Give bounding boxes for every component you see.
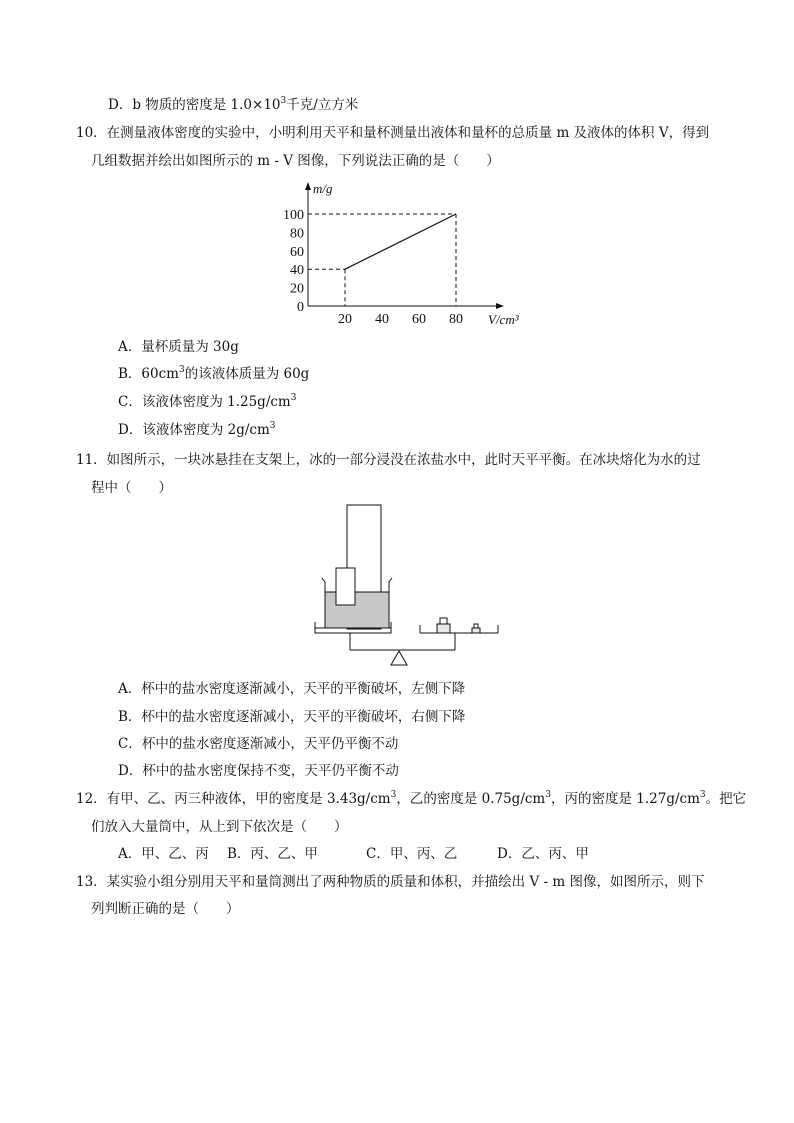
ice-block bbox=[336, 568, 355, 605]
q10-stem-line2: 几组数据并绘出如图所示的 m - V 图像，下列说法正确的是（ ） bbox=[91, 153, 500, 169]
q10-option-a: A．量杯质量为 30g bbox=[118, 339, 239, 355]
q12-option-d: D．乙、丙、甲 bbox=[497, 846, 589, 862]
dashed-guides bbox=[308, 214, 456, 306]
q13-stem-line2: 列判断正确的是（ ） bbox=[91, 901, 240, 917]
q11-stem-line1: 11．如图所示，一块冰悬挂在支架上，冰的一部分浸没在浓盐水中，此时天平平衡。在冰块熔化为水的过 bbox=[76, 452, 701, 468]
weight-large bbox=[437, 618, 450, 633]
q12-stem-line2: 们放入大量筒中，从上到下依次是（ ） bbox=[91, 819, 348, 835]
q10-option-c: C．该液体密度为 $1.25g/cm^3$ bbox=[118, 393, 297, 410]
q10-option-b: B．$60cm^3$的该液体质量为 60g bbox=[118, 365, 310, 382]
q11-option-d: D．杯中的盐水密度保持不变，天平仍平衡不动 bbox=[118, 763, 399, 779]
weight-small bbox=[472, 624, 480, 633]
salt-water bbox=[325, 592, 389, 628]
y-tick-label: 0 bbox=[297, 300, 304, 315]
q12-option-c: C．甲、丙、乙 bbox=[366, 846, 458, 862]
y-tick-label: 80 bbox=[290, 226, 304, 242]
q12-stem-line1: 12．有甲、乙、丙三种液体，甲的密度是 $3.43g/cm^3$，乙的密度是 $0.75g/cm^3$，丙的密度是 $1.27g/cm^3$。把它 bbox=[76, 790, 747, 807]
y-axis-label: m/g bbox=[313, 181, 333, 196]
prev-option-d: D．b 物质的密度是 $1.0\times 10^3$千克/立方米 bbox=[108, 96, 359, 113]
x-tick-label: 20 bbox=[338, 312, 352, 327]
y-tick-label: 60 bbox=[290, 244, 304, 260]
x-tick-labels bbox=[338, 312, 463, 327]
q10-mv-graph bbox=[270, 178, 540, 330]
y-tick-label: 100 bbox=[283, 208, 304, 223]
x-axis-label: V/cm³ bbox=[488, 312, 519, 327]
graph-axes bbox=[305, 182, 504, 309]
q11-option-c: C．杯中的盐水密度逐渐减小，天平仍平衡不动 bbox=[118, 736, 399, 752]
series-line bbox=[345, 214, 456, 269]
q12-option-a: A．甲、乙、丙 bbox=[118, 846, 209, 862]
q13-stem-line1: 13．某实验小组分别用天平和量筒测出了两种物质的质量和体积，并描绘出 V - m 图像，如图所示，则下 bbox=[76, 874, 705, 890]
q10-option-d: D．该液体密度为 $2g/cm^3$ bbox=[118, 421, 276, 438]
fulcrum bbox=[391, 651, 407, 665]
q11-stem-line2: 程中（ ） bbox=[91, 480, 172, 496]
x-tick-label: 80 bbox=[449, 312, 463, 327]
y-tick-label: 40 bbox=[290, 263, 304, 279]
q11-balance-figure bbox=[305, 500, 505, 670]
q11-option-b: B．杯中的盐水密度逐渐减小，天平的平衡破坏，右侧下降 bbox=[118, 709, 466, 725]
x-tick-label: 60 bbox=[412, 312, 426, 327]
y-tick-label: 20 bbox=[290, 281, 304, 297]
x-tick-label: 40 bbox=[375, 312, 389, 327]
q10-stem-line1: 10．在测量液体密度的实验中，小明利用天平和量杯测量出液体和量杯的总质量 m 及液体的体积 V，得到 bbox=[76, 125, 710, 141]
q11-option-a: A．杯中的盐水密度逐渐减小，天平的平衡破坏，左侧下降 bbox=[118, 681, 466, 697]
data-series bbox=[345, 214, 456, 269]
y-tick-labels bbox=[283, 208, 304, 315]
q12-option-b: B．丙、乙、甲 bbox=[227, 846, 318, 862]
